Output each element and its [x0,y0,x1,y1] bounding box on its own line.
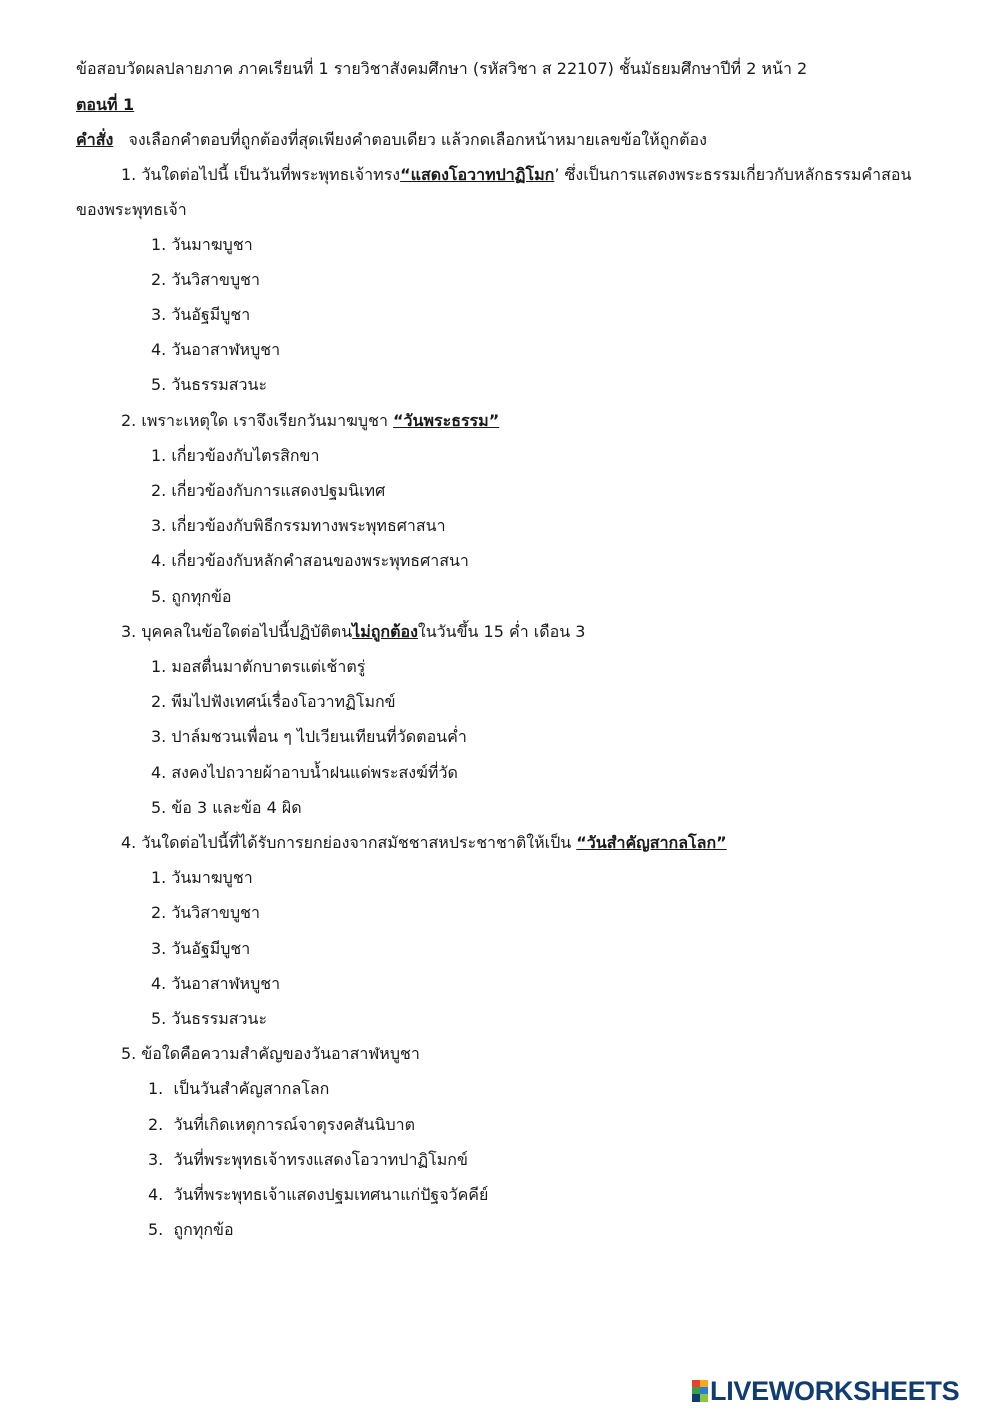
q5-option-4[interactable]: 4. วันที่พระพุทธเจ้าแสดงปฐมเทศนาแก่ปัฐจวัคคีย์ [148,1185,489,1204]
question-2 [121,409,499,433]
q1-option-4[interactable]: 4. วันอาสาฬหบูชา [151,340,281,359]
question-5: 5. ข้อใดคือความสำคัญของวันอาสาฬหบูชา [121,1044,420,1063]
question-3-text: 3. บุคคลในข้อใดต่อไปนี้ปฏิบัติตน [121,622,353,641]
q3-option-1[interactable]: 1. มอสตื่นมาตักบาตรแต่เช้าตรู่ [151,657,366,676]
instruction-label: คำสั่ง [76,130,114,149]
question-4-emphasis: “วันสำคัญสากลโลก” [576,833,727,852]
q4-option-2[interactable]: 2. วันวิสาขบูชา [151,903,260,922]
exam-title: ข้อสอบวัดผลปลายภาค ภาคเรียนที่ 1 รายวิชาสังคมศึกษา (รหัสวิชา ส 22107) ชั้นมัธยมศึกษาปีที่ 2 หน้า 2 [76,59,808,78]
q2-option-2[interactable]: 2. เกี่ยวข้องกับการแสดงปฐมนิเทศ [151,481,386,500]
question-1-text-end: ’ ซึ่งเป็นการแสดงพระธรรมเกี่ยวกับหลักธรรมคำสอน [554,165,912,184]
q4-option-5[interactable]: 5. วันธรรมสวนะ [151,1009,268,1028]
q3-option-2[interactable]: 2. พีมไปฟังเทศน์เรื่องโอวาทฏิโมกข์ [151,692,396,711]
q3-option-4[interactable]: 4. สงคงไปถวายผ้าอาบน้ำฝนแด่พระสงฆ์ที่วัด [151,763,458,782]
liveworksheets-logo-text: LIVEWORKSHEETS [710,1375,960,1406]
q5-option-1[interactable]: 1. เป็นวันสำคัญสากลโลก [148,1079,330,1098]
q4-option-1[interactable]: 1. วันมาฆบูชา [151,868,253,887]
question-1-continuation: ของพระพุทธเจ้า [76,200,187,219]
q4-option-3[interactable]: 3. วันอัฐมีบูชา [151,939,251,958]
q5-option-3[interactable]: 3. วันที่พระพุทธเจ้าทรงแสดงโอวาทปาฏิโมกข์ [148,1150,468,1169]
q1-option-2[interactable]: 2. วันวิสาขบูชา [151,270,260,289]
instruction-text: จงเลือกคำตอบที่ถูกต้องที่สุดเพียงคำตอบเดียว แล้วกดเลือกหน้าหมายเลขข้อให้ถูกต้อง [113,130,707,149]
question-1-emphasis: “แสดงโอวาทปาฏิโมก [400,165,555,184]
q1-option-3[interactable]: 3. วันอัฐมีบูชา [151,305,251,324]
question-3-text-end: ในวันขึ้น 15 ค่ำ เดือน 3 [417,622,586,641]
q2-option-5[interactable]: 5. ถูกทุกข้อ [151,587,232,606]
question-2-emphasis: “วันพระธรรม” [393,411,500,430]
q3-option-5[interactable]: 5. ข้อ 3 และข้อ 4 ผิด [151,798,302,817]
q2-option-3[interactable]: 3. เกี่ยวข้องกับพิธีกรรมทางพระพุทธศาสนา [151,516,446,535]
question-1 [121,163,911,187]
liveworksheets-logo-icon [692,1380,708,1402]
q1-option-1[interactable]: 1. วันมาฆบูชา [151,235,253,254]
q4-option-4[interactable]: 4. วันอาสาฬหบูชา [151,974,281,993]
q2-option-1[interactable]: 1. เกี่ยวข้องกับไตรสิกขา [151,446,320,465]
question-3 [121,620,585,644]
question-2-text: 2. เพราะเหตุใด เราจึงเรียกวันมาฆบูชา [121,411,394,430]
q3-option-3[interactable]: 3. ปาล์มชวนเพื่อน ๆ ไปเวียนเทียนที่วัดตอนค่ำ [151,727,467,746]
q5-option-2[interactable]: 2. วันที่เกิดเหตุการณ์จาตุรงคสันนิบาต [148,1115,415,1134]
question-3-emphasis: ไม่ถูกต้อง [352,622,418,641]
liveworksheets-logo [692,1374,959,1408]
q5-option-5[interactable]: 5. ถูกทุกข้อ [148,1220,234,1239]
question-4-text: 4. วันใดต่อไปนี้ที่ได้รับการยกย่องจากสมัชชาสหประชาชาติให้เป็น [121,833,577,852]
question-4 [121,831,727,855]
question-1-text: 1. วันใดต่อไปนี้ เป็นวันที่พระพุทธเจ้าทรง [121,165,401,184]
instruction [76,128,707,152]
section-title: ตอนที่ 1 [76,95,135,114]
q2-option-4[interactable]: 4. เกี่ยวข้องกับหลักคำสอนของพระพุทธศาสนา [151,551,469,570]
q1-option-5[interactable]: 5. วันธรรมสวนะ [151,375,268,394]
